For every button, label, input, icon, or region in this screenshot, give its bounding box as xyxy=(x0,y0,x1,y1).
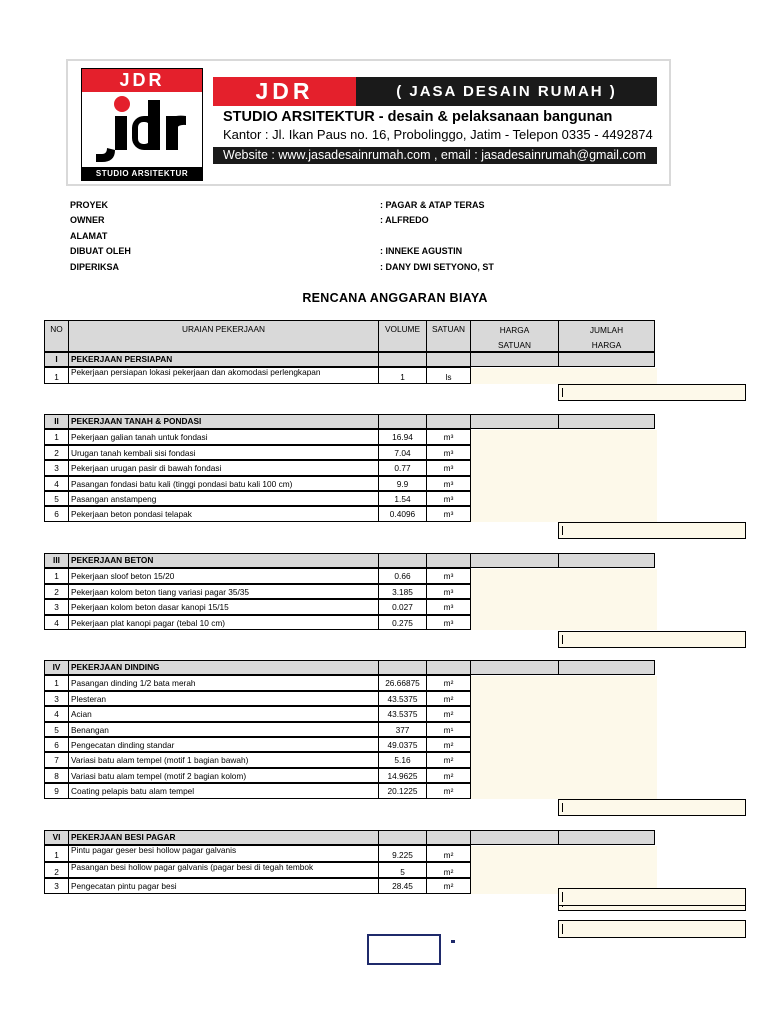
row-description: Variasi batu alam tempel (motif 2 bagian kolom) xyxy=(68,768,379,783)
section-number: VI xyxy=(44,830,69,845)
column-header-uraian: URAIAN PEKERJAAN xyxy=(68,320,379,352)
company-letterhead xyxy=(66,59,671,186)
row-number: 3 xyxy=(44,878,69,893)
row-unit: m³ xyxy=(426,506,471,521)
row-volume: 5 xyxy=(378,862,427,878)
row-description: Pekerjaan beton pondasi telapak xyxy=(68,506,379,521)
row-volume: 5.16 xyxy=(378,752,427,767)
section-volume-cell xyxy=(378,414,427,429)
row-description: Acian xyxy=(68,706,379,721)
section-satuan-cell xyxy=(426,830,471,845)
row-volume: 43.5375 xyxy=(378,691,427,706)
row-number: 1 xyxy=(44,568,69,583)
row-number: 9 xyxy=(44,783,69,798)
row-number: 1 xyxy=(44,845,69,861)
row-unit: m² xyxy=(426,737,471,752)
section-subtotal-box xyxy=(558,522,746,539)
section-subtotal-box xyxy=(558,384,746,401)
row-number: 5 xyxy=(44,722,69,737)
section-harga-cell xyxy=(470,553,559,568)
row-description: Pekerjaan persiapan lokasi pekerjaan dan akomodasi perlengkapan xyxy=(68,367,379,383)
diperiksa-label: DIPERIKSA xyxy=(70,262,120,272)
diperiksa-value: : DANY DWI SETYONO, ST xyxy=(380,262,494,272)
row-unit: ls xyxy=(426,367,471,383)
row-description: Pasangan besi hollow pagar galvanis (pagar besi di tegah tembok xyxy=(68,862,379,878)
row-number: 4 xyxy=(44,476,69,491)
column-header-harga-satuan-text: HARGA xyxy=(499,325,530,335)
row-description: Pasangan anstampeng xyxy=(68,491,379,506)
website-email-line: Website : www.jasadesainrumah.com , email : jasadesainrumah@gmail.com xyxy=(213,147,657,164)
alamat-label: ALAMAT xyxy=(70,231,108,241)
row-volume: 26.66875 xyxy=(378,675,427,690)
row-description: Plesteran xyxy=(68,691,379,706)
section-harga-cell xyxy=(470,414,559,429)
section-number: III xyxy=(44,553,69,568)
row-volume: 49.0375 xyxy=(378,737,427,752)
row-volume: 9.225 xyxy=(378,845,427,861)
row-volume: 1.54 xyxy=(378,491,427,506)
row-unit: m³ xyxy=(426,476,471,491)
row-volume: 0.027 xyxy=(378,599,427,614)
owner-value: : ALFREDO xyxy=(380,215,429,225)
row-volume: 377 xyxy=(378,722,427,737)
row-number: 6 xyxy=(44,737,69,752)
dibuat-oleh-value: : INNEKE AGUSTIN xyxy=(380,246,463,256)
row-number: 3 xyxy=(44,691,69,706)
section-subtotal-box xyxy=(558,631,746,648)
page-marker xyxy=(451,940,455,943)
owner-label: OWNER xyxy=(70,215,105,225)
section-number: II xyxy=(44,414,69,429)
grand-total-box xyxy=(558,920,746,938)
row-volume: 0.66 xyxy=(378,568,427,583)
row-unit: m² xyxy=(426,691,471,706)
row-number: 5 xyxy=(44,491,69,506)
row-number: 4 xyxy=(44,615,69,630)
row-description: Pekerjaan galian tanah untuk fondasi xyxy=(68,429,379,444)
row-volume: 9.9 xyxy=(378,476,427,491)
row-number: 1 xyxy=(44,367,69,383)
column-header-harga-satuan-text: SATUAN xyxy=(497,340,532,350)
brand-name: JDR xyxy=(213,77,356,106)
row-number: 3 xyxy=(44,599,69,614)
page-number-box xyxy=(367,934,441,965)
column-header-harga-satuan xyxy=(470,320,559,352)
row-unit: m³ xyxy=(426,599,471,614)
total-box xyxy=(558,888,746,906)
row-description: Pekerjaan kolom beton tiang variasi pagar 35/35 xyxy=(68,584,379,599)
price-columns-area xyxy=(471,368,657,383)
row-unit: m³ xyxy=(426,460,471,475)
row-description: Pekerjaan plat kanopi pagar (tebal 10 cm) xyxy=(68,615,379,630)
row-unit: m³ xyxy=(426,584,471,599)
row-description: Coating pelapis batu alam tempel xyxy=(68,783,379,798)
column-header-volume: VOLUME xyxy=(378,320,427,352)
row-description: Urugan tanah kembali sisi fondasi xyxy=(68,445,379,460)
column-header-no: NO xyxy=(44,320,69,352)
section-harga-cell xyxy=(470,352,559,367)
section-harga-cell xyxy=(470,660,559,675)
row-number: 7 xyxy=(44,752,69,767)
row-unit: m² xyxy=(426,783,471,798)
row-volume: 28.45 xyxy=(378,878,427,893)
section-volume-cell xyxy=(378,660,427,675)
logo-top-text: JDR xyxy=(82,69,202,92)
section-satuan-cell xyxy=(426,553,471,568)
section-jumlah-cell xyxy=(558,553,655,568)
price-columns-area xyxy=(471,569,657,630)
section-jumlah-cell xyxy=(558,352,655,367)
row-unit: m² xyxy=(426,862,471,878)
office-address: Kantor : Jl. Ikan Paus no. 16, Probolinggo, Jatim - Telepon 0335 - 4492874 xyxy=(223,127,653,142)
column-header-jumlah-harga-text: JUMLAH xyxy=(589,325,624,335)
row-volume: 7.04 xyxy=(378,445,427,460)
row-description: Benangan xyxy=(68,722,379,737)
row-number: 8 xyxy=(44,768,69,783)
jdr-logo-mark-icon xyxy=(82,92,202,167)
document-title: RENCANA ANGGARAN BIAYA xyxy=(302,291,488,305)
row-description: Variasi batu alam tempel (motif 1 bagian bawah) xyxy=(68,752,379,767)
row-volume: 43.5375 xyxy=(378,706,427,721)
section-volume-cell xyxy=(378,352,427,367)
section-satuan-cell xyxy=(426,414,471,429)
price-columns-area xyxy=(471,430,657,521)
row-number: 2 xyxy=(44,584,69,599)
row-unit: m³ xyxy=(426,429,471,444)
row-volume: 0.275 xyxy=(378,615,427,630)
section-jumlah-cell xyxy=(558,414,655,429)
section-jumlah-cell xyxy=(558,830,655,845)
section-jumlah-cell xyxy=(558,660,655,675)
price-columns-area xyxy=(471,676,657,798)
section-satuan-cell xyxy=(426,352,471,367)
row-unit: m² xyxy=(426,768,471,783)
row-description: Pintu pagar geser besi hollow pagar galvanis xyxy=(68,845,379,861)
row-number: 2 xyxy=(44,862,69,878)
row-volume: 0.77 xyxy=(378,460,427,475)
row-number: 1 xyxy=(44,429,69,444)
row-description: Pekerjaan sloof beton 15/20 xyxy=(68,568,379,583)
row-number: 1 xyxy=(44,675,69,690)
row-description: Pasangan fondasi batu kali (tinggi pondasi batu kali 100 cm) xyxy=(68,476,379,491)
row-volume: 20.1225 xyxy=(378,783,427,798)
column-header-satuan: SATUAN xyxy=(426,320,471,352)
row-unit: m² xyxy=(426,675,471,690)
column-header-jumlah-harga xyxy=(558,320,655,352)
section-title: PEKERJAAN DINDING xyxy=(68,660,379,675)
row-unit: m³ xyxy=(426,615,471,630)
proyek-label: PROYEK xyxy=(70,200,109,210)
row-unit: m² xyxy=(426,752,471,767)
row-volume: 0.4096 xyxy=(378,506,427,521)
section-volume-cell xyxy=(378,830,427,845)
row-unit: m¹ xyxy=(426,722,471,737)
row-unit: m³ xyxy=(426,568,471,583)
row-unit: m² xyxy=(426,878,471,893)
row-description: Pengecatan pintu pagar besi xyxy=(68,878,379,893)
section-title: PEKERJAAN PERSIAPAN xyxy=(68,352,379,367)
row-unit: m³ xyxy=(426,445,471,460)
price-columns-area xyxy=(471,846,657,893)
row-unit: m² xyxy=(426,845,471,861)
company-logo xyxy=(81,68,203,181)
section-number: I xyxy=(44,352,69,367)
row-number: 2 xyxy=(44,445,69,460)
row-description: Pasangan dinding 1/2 bata merah xyxy=(68,675,379,690)
row-unit: m² xyxy=(426,706,471,721)
row-unit: m³ xyxy=(426,491,471,506)
dibuat-oleh-label: DIBUAT OLEH xyxy=(70,246,131,256)
row-number: 6 xyxy=(44,506,69,521)
proyek-value: : PAGAR & ATAP TERAS xyxy=(380,200,485,210)
section-volume-cell xyxy=(378,553,427,568)
logo-bottom-text: STUDIO ARSITEKTUR xyxy=(82,167,202,181)
row-volume: 14.9625 xyxy=(378,768,427,783)
column-header-jumlah-harga-text: HARGA xyxy=(591,340,622,350)
row-number: 4 xyxy=(44,706,69,721)
section-number: IV xyxy=(44,660,69,675)
row-volume: 3.185 xyxy=(378,584,427,599)
section-title: PEKERJAAN BESI PAGAR xyxy=(68,830,379,845)
row-volume: 1 xyxy=(378,367,427,383)
section-title: PEKERJAAN BETON xyxy=(68,553,379,568)
section-title: PEKERJAAN TANAH & PONDASI xyxy=(68,414,379,429)
section-satuan-cell xyxy=(426,660,471,675)
row-description: Pekerjaan urugan pasir di bawah fondasi xyxy=(68,460,379,475)
row-number: 3 xyxy=(44,460,69,475)
row-description: Pekerjaan kolom beton dasar kanopi 15/15 xyxy=(68,599,379,614)
studio-tagline: STUDIO ARSITEKTUR - desain & pelaksanaan bangunan xyxy=(223,109,613,125)
brand-full-name: ( JASA DESAIN RUMAH ) xyxy=(356,77,657,106)
section-subtotal-box xyxy=(558,799,746,816)
row-description: Pengecatan dinding standar xyxy=(68,737,379,752)
row-volume: 16.94 xyxy=(378,429,427,444)
section-harga-cell xyxy=(470,830,559,845)
